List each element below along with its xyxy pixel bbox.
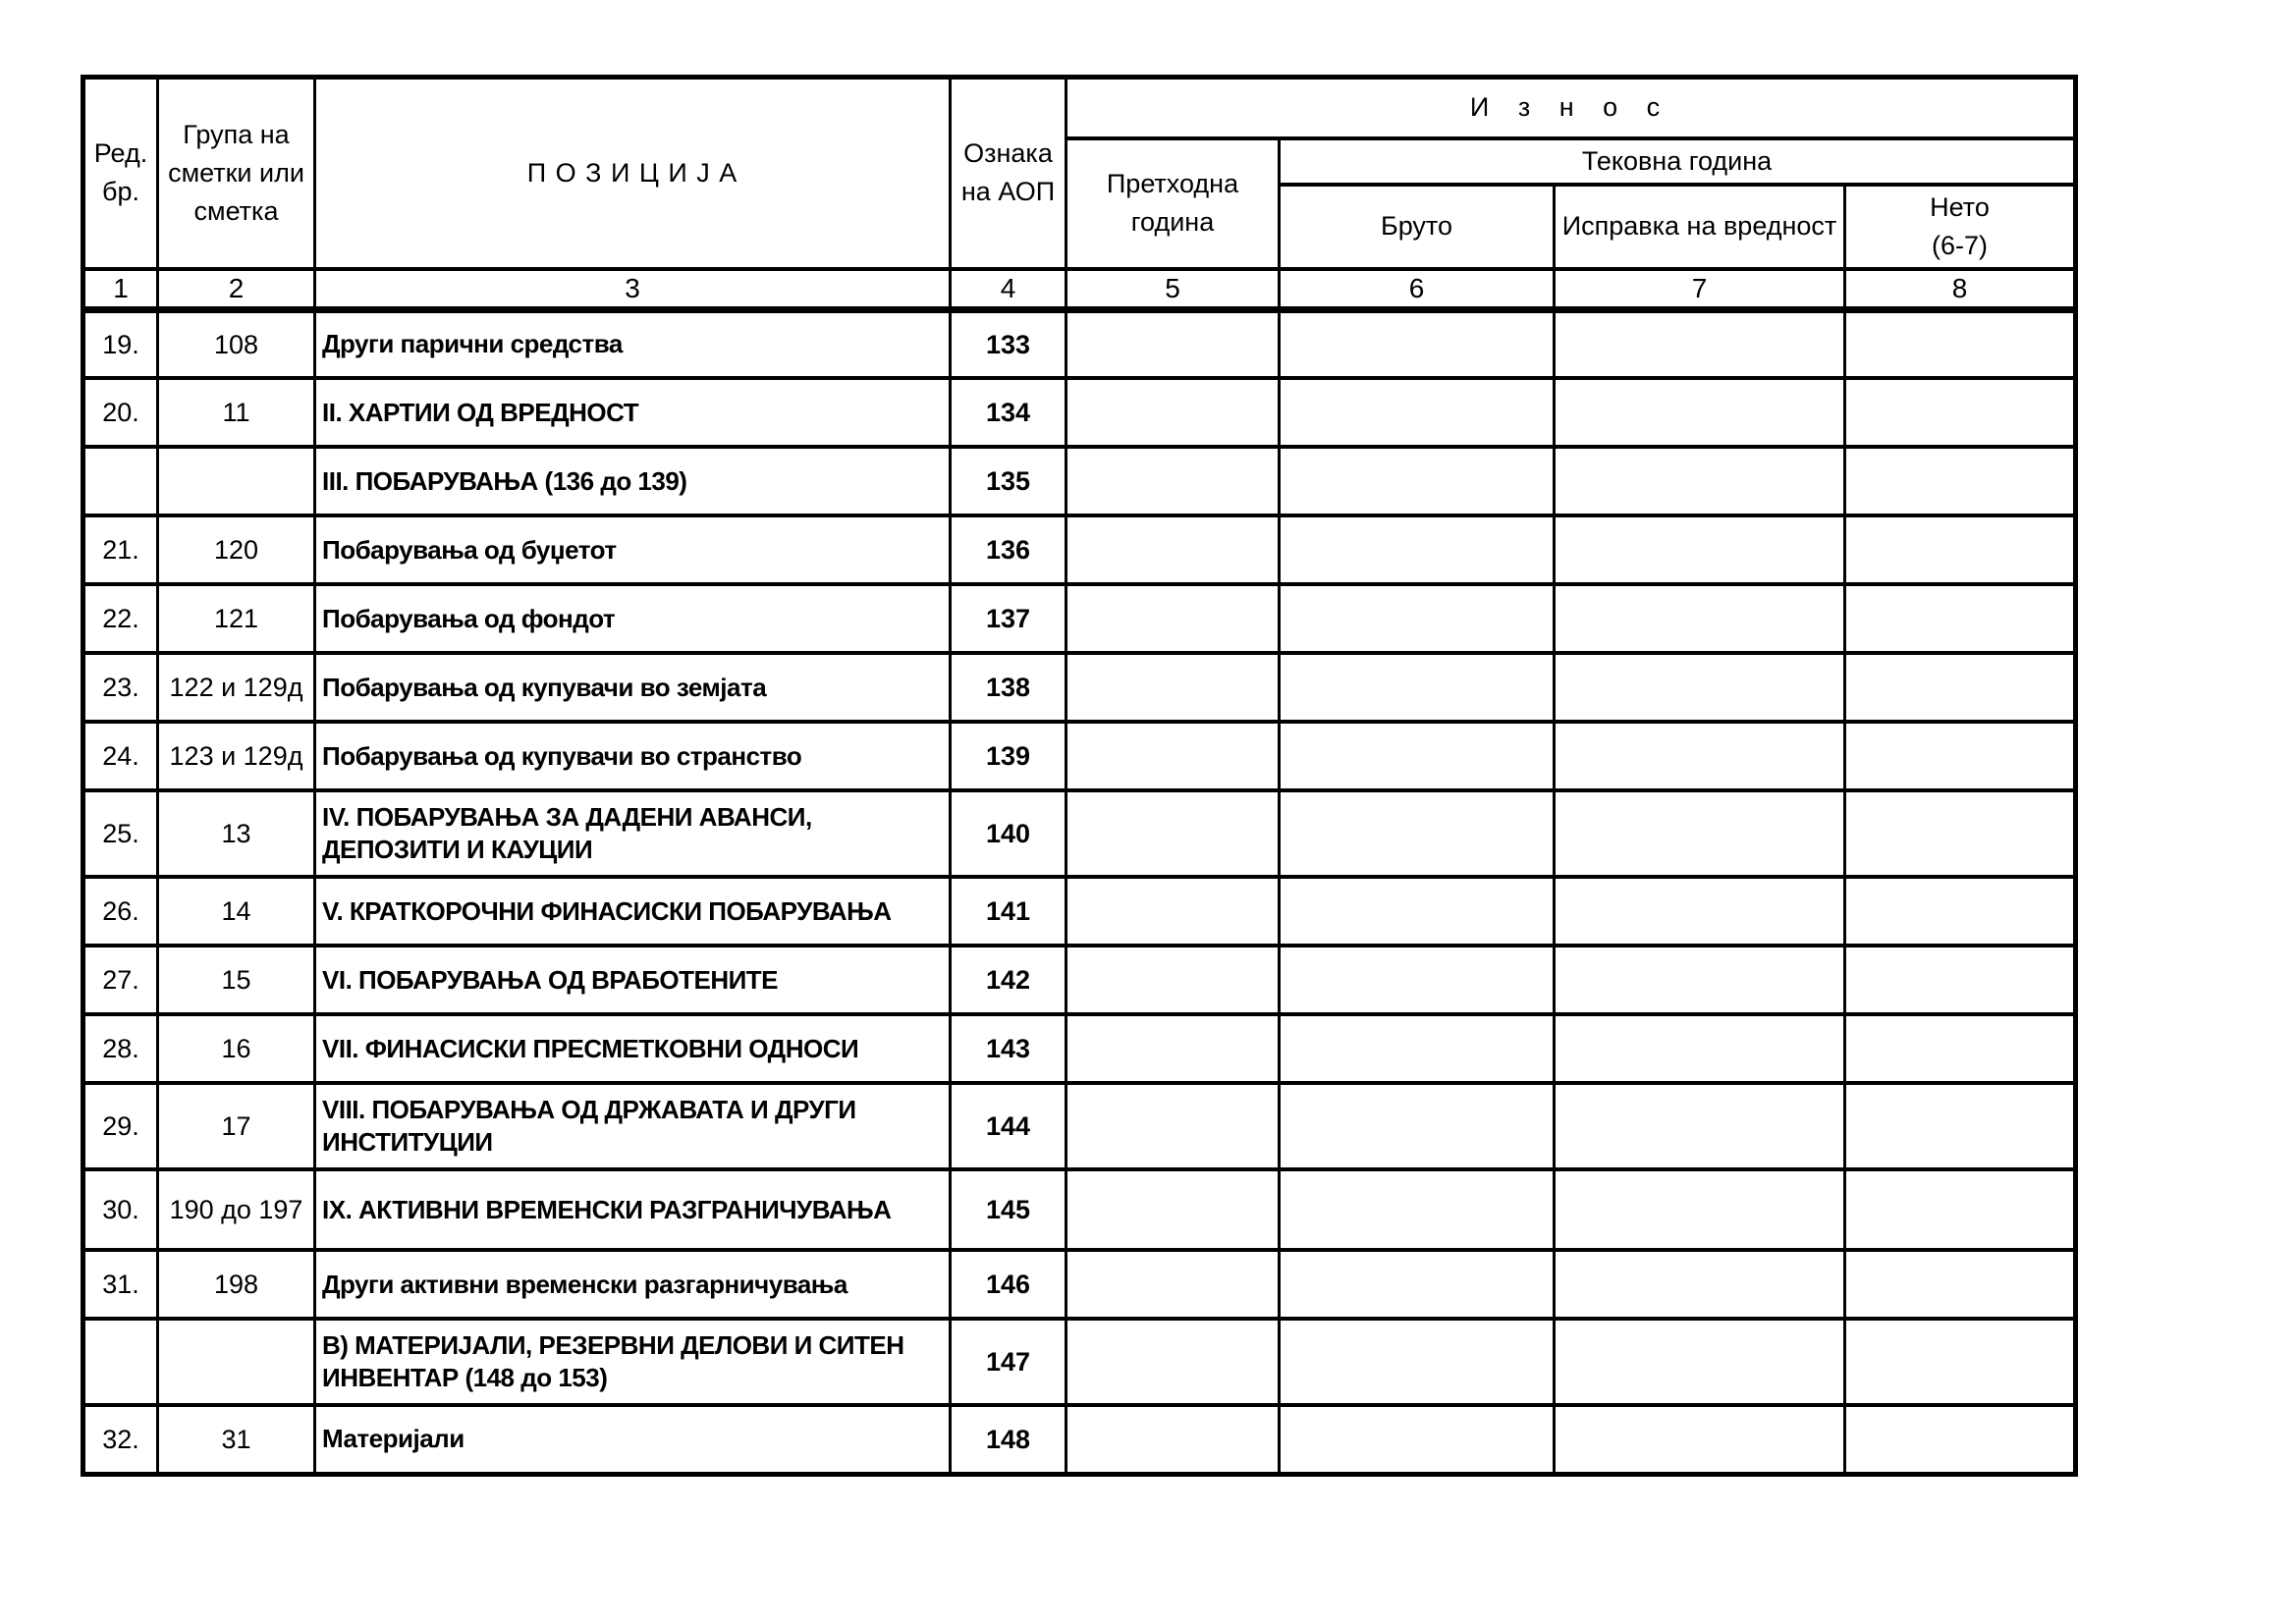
table-row <box>83 1014 2076 1083</box>
gross-cell <box>1280 1405 1555 1474</box>
account-group-cell <box>158 447 315 515</box>
table-row <box>83 378 2076 447</box>
value-correction-cell <box>1555 1083 1845 1169</box>
account-group-cell: 11 <box>158 378 315 447</box>
aop-code-cell: 147 <box>951 1319 1066 1405</box>
header-position: П О З И Ц И Ј А <box>315 78 951 269</box>
balance-sheet-table <box>81 75 2078 1477</box>
net-cell <box>1845 309 2076 378</box>
previous-year-cell <box>1066 1014 1280 1083</box>
previous-year-cell <box>1066 877 1280 946</box>
account-group-cell: 122 и 129д <box>158 653 315 722</box>
value-correction-cell <box>1555 1014 1845 1083</box>
row-number-cell: 22. <box>83 584 158 653</box>
value-correction-cell <box>1555 378 1845 447</box>
net-cell <box>1845 584 2076 653</box>
aop-code-cell: 141 <box>951 877 1066 946</box>
account-group-cell <box>158 1319 315 1405</box>
net-label: Нето <box>1930 191 1990 222</box>
gross-cell <box>1280 722 1555 790</box>
gross-cell <box>1280 584 1555 653</box>
row-number-cell <box>83 447 158 515</box>
table-row <box>83 309 2076 378</box>
table-row <box>83 447 2076 515</box>
net-cell <box>1845 515 2076 584</box>
value-correction-cell <box>1555 584 1845 653</box>
value-correction-cell <box>1555 790 1845 877</box>
account-group-cell: 198 <box>158 1250 315 1319</box>
aop-code-cell: 134 <box>951 378 1066 447</box>
previous-year-cell <box>1066 653 1280 722</box>
gross-cell <box>1280 309 1555 378</box>
net-cell <box>1845 447 2076 515</box>
previous-year-cell <box>1066 309 1280 378</box>
account-group-cell: 108 <box>158 309 315 378</box>
row-number-cell: 28. <box>83 1014 158 1083</box>
row-number-cell: 27. <box>83 946 158 1014</box>
aop-code-cell: 135 <box>951 447 1066 515</box>
position-cell: VI. ПОБАРУВАЊА ОД ВРАБОТЕНИТЕ <box>315 946 951 1014</box>
table-row <box>83 946 2076 1014</box>
row-number-cell: 23. <box>83 653 158 722</box>
position-cell: IX. АКТИВНИ ВРЕМЕНСКИ РАЗГРАНИЧУВАЊА <box>315 1169 951 1250</box>
account-group-cell: 190 до 197 <box>158 1169 315 1250</box>
account-group-cell: 15 <box>158 946 315 1014</box>
aop-code-cell: 140 <box>951 790 1066 877</box>
position-cell: Побарувања од буџетот <box>315 515 951 584</box>
value-correction-cell <box>1555 515 1845 584</box>
header-value-correction: Исправка на вредност <box>1555 185 1845 269</box>
previous-year-cell <box>1066 1319 1280 1405</box>
row-number-cell: 24. <box>83 722 158 790</box>
value-correction-cell <box>1555 309 1845 378</box>
header-current-year: Тековна година <box>1280 138 2076 185</box>
net-cell <box>1845 946 2076 1014</box>
net-cell <box>1845 1319 2076 1405</box>
value-correction-cell <box>1555 722 1845 790</box>
column-number-8: 8 <box>1845 269 2076 310</box>
net-cell <box>1845 1083 2076 1169</box>
row-number-cell: 21. <box>83 515 158 584</box>
header-net <box>1845 185 2076 269</box>
header-gross: Бруто <box>1280 185 1555 269</box>
table-body <box>83 309 2076 1474</box>
net-cell <box>1845 378 2076 447</box>
position-cell: Побарувања од фондот <box>315 584 951 653</box>
gross-cell <box>1280 378 1555 447</box>
row-number-cell: 29. <box>83 1083 158 1169</box>
table-row <box>83 722 2076 790</box>
account-group-cell: 31 <box>158 1405 315 1474</box>
header-row-number: Ред. бр. <box>83 78 158 269</box>
net-cell <box>1845 1169 2076 1250</box>
account-group-cell: 120 <box>158 515 315 584</box>
value-correction-cell <box>1555 1250 1845 1319</box>
value-correction-cell <box>1555 1169 1845 1250</box>
gross-cell <box>1280 1250 1555 1319</box>
row-number-cell: 20. <box>83 378 158 447</box>
column-number-3: 3 <box>315 269 951 310</box>
gross-cell <box>1280 1083 1555 1169</box>
position-cell: Други активни временски разгарничувања <box>315 1250 951 1319</box>
aop-code-cell: 138 <box>951 653 1066 722</box>
account-group-cell: 13 <box>158 790 315 877</box>
column-number-7: 7 <box>1555 269 1845 310</box>
table-row <box>83 790 2076 877</box>
column-number-row <box>83 269 2076 310</box>
row-number-cell: 31. <box>83 1250 158 1319</box>
position-cell: V. КРАТКОРОЧНИ ФИНАСИСКИ ПОБАРУВАЊА <box>315 877 951 946</box>
position-cell: В) МАТЕРИЈАЛИ, РЕЗЕРВНИ ДЕЛОВИ И СИТЕН ИНВЕНТАР (148 до 153) <box>315 1319 951 1405</box>
table-row <box>83 1319 2076 1405</box>
value-correction-cell <box>1555 1319 1845 1405</box>
previous-year-cell <box>1066 515 1280 584</box>
gross-cell <box>1280 946 1555 1014</box>
previous-year-cell <box>1066 1405 1280 1474</box>
previous-year-cell <box>1066 1169 1280 1250</box>
previous-year-cell <box>1066 1083 1280 1169</box>
gross-cell <box>1280 1319 1555 1405</box>
row-number-cell: 19. <box>83 309 158 378</box>
row-number-cell: 30. <box>83 1169 158 1250</box>
aop-code-cell: 133 <box>951 309 1066 378</box>
position-cell: VII. ФИНАСИСКИ ПРЕСМЕТКОВНИ ОДНОСИ <box>315 1014 951 1083</box>
aop-code-cell: 137 <box>951 584 1066 653</box>
aop-code-cell: 144 <box>951 1083 1066 1169</box>
previous-year-cell <box>1066 790 1280 877</box>
column-number-6: 6 <box>1280 269 1555 310</box>
gross-cell <box>1280 790 1555 877</box>
net-cell <box>1845 790 2076 877</box>
previous-year-cell <box>1066 447 1280 515</box>
table-row <box>83 1083 2076 1169</box>
table-row <box>83 653 2076 722</box>
table-header <box>83 78 2076 310</box>
gross-cell <box>1280 447 1555 515</box>
gross-cell <box>1280 515 1555 584</box>
row-number-cell: 32. <box>83 1405 158 1474</box>
aop-code-cell: 142 <box>951 946 1066 1014</box>
position-cell: III. ПОБАРУВАЊА (136 до 139) <box>315 447 951 515</box>
value-correction-cell <box>1555 877 1845 946</box>
position-cell: II. ХАРТИИ ОД ВРЕДНОСТ <box>315 378 951 447</box>
header-amount: И з н о с <box>1066 78 2076 138</box>
aop-code-cell: 145 <box>951 1169 1066 1250</box>
position-cell: Побарувања од купувачи во странство <box>315 722 951 790</box>
table-row <box>83 877 2076 946</box>
previous-year-cell <box>1066 584 1280 653</box>
aop-code-cell: 136 <box>951 515 1066 584</box>
previous-year-cell <box>1066 1250 1280 1319</box>
table-row <box>83 1405 2076 1474</box>
table-row <box>83 515 2076 584</box>
position-cell: Материјали <box>315 1405 951 1474</box>
row-number-cell <box>83 1319 158 1405</box>
table-row <box>83 1250 2076 1319</box>
header-account-group: Група на сметки или сметка <box>158 78 315 269</box>
table-row <box>83 1169 2076 1250</box>
account-group-cell: 17 <box>158 1083 315 1169</box>
value-correction-cell <box>1555 447 1845 515</box>
net-cell <box>1845 653 2076 722</box>
previous-year-cell <box>1066 378 1280 447</box>
net-formula: (6-7) <box>1932 230 1989 260</box>
aop-code-cell: 146 <box>951 1250 1066 1319</box>
gross-cell <box>1280 1169 1555 1250</box>
column-number-1: 1 <box>83 269 158 310</box>
column-number-4: 4 <box>951 269 1066 310</box>
aop-code-cell: 148 <box>951 1405 1066 1474</box>
previous-year-cell <box>1066 722 1280 790</box>
net-cell <box>1845 877 2076 946</box>
net-cell <box>1845 722 2076 790</box>
net-cell <box>1845 1014 2076 1083</box>
column-number-5: 5 <box>1066 269 1280 310</box>
account-group-cell: 16 <box>158 1014 315 1083</box>
previous-year-cell <box>1066 946 1280 1014</box>
account-group-cell: 121 <box>158 584 315 653</box>
gross-cell <box>1280 1014 1555 1083</box>
aop-code-cell: 143 <box>951 1014 1066 1083</box>
value-correction-cell <box>1555 946 1845 1014</box>
value-correction-cell <box>1555 653 1845 722</box>
table-row <box>83 584 2076 653</box>
position-cell: IV. ПОБАРУВАЊА ЗА ДАДЕНИ АВАНСИ, ДЕПОЗИТИ И КАУЦИИ <box>315 790 951 877</box>
position-cell: Други парични средства <box>315 309 951 378</box>
row-number-cell: 25. <box>83 790 158 877</box>
header-aop-code: Ознака на АОП <box>951 78 1066 269</box>
header-previous-year: Претходна година <box>1066 138 1280 269</box>
column-number-2: 2 <box>158 269 315 310</box>
value-correction-cell <box>1555 1405 1845 1474</box>
gross-cell <box>1280 877 1555 946</box>
net-cell <box>1845 1405 2076 1474</box>
account-group-cell: 123 и 129д <box>158 722 315 790</box>
aop-code-cell: 139 <box>951 722 1066 790</box>
gross-cell <box>1280 653 1555 722</box>
row-number-cell: 26. <box>83 877 158 946</box>
net-cell <box>1845 1250 2076 1319</box>
position-cell: Побарувања од купувачи во земјата <box>315 653 951 722</box>
header-row-amount <box>83 78 2076 138</box>
position-cell: VIII. ПОБАРУВАЊА ОД ДРЖАВАТА И ДРУГИ ИНСТИТУЦИИ <box>315 1083 951 1169</box>
account-group-cell: 14 <box>158 877 315 946</box>
